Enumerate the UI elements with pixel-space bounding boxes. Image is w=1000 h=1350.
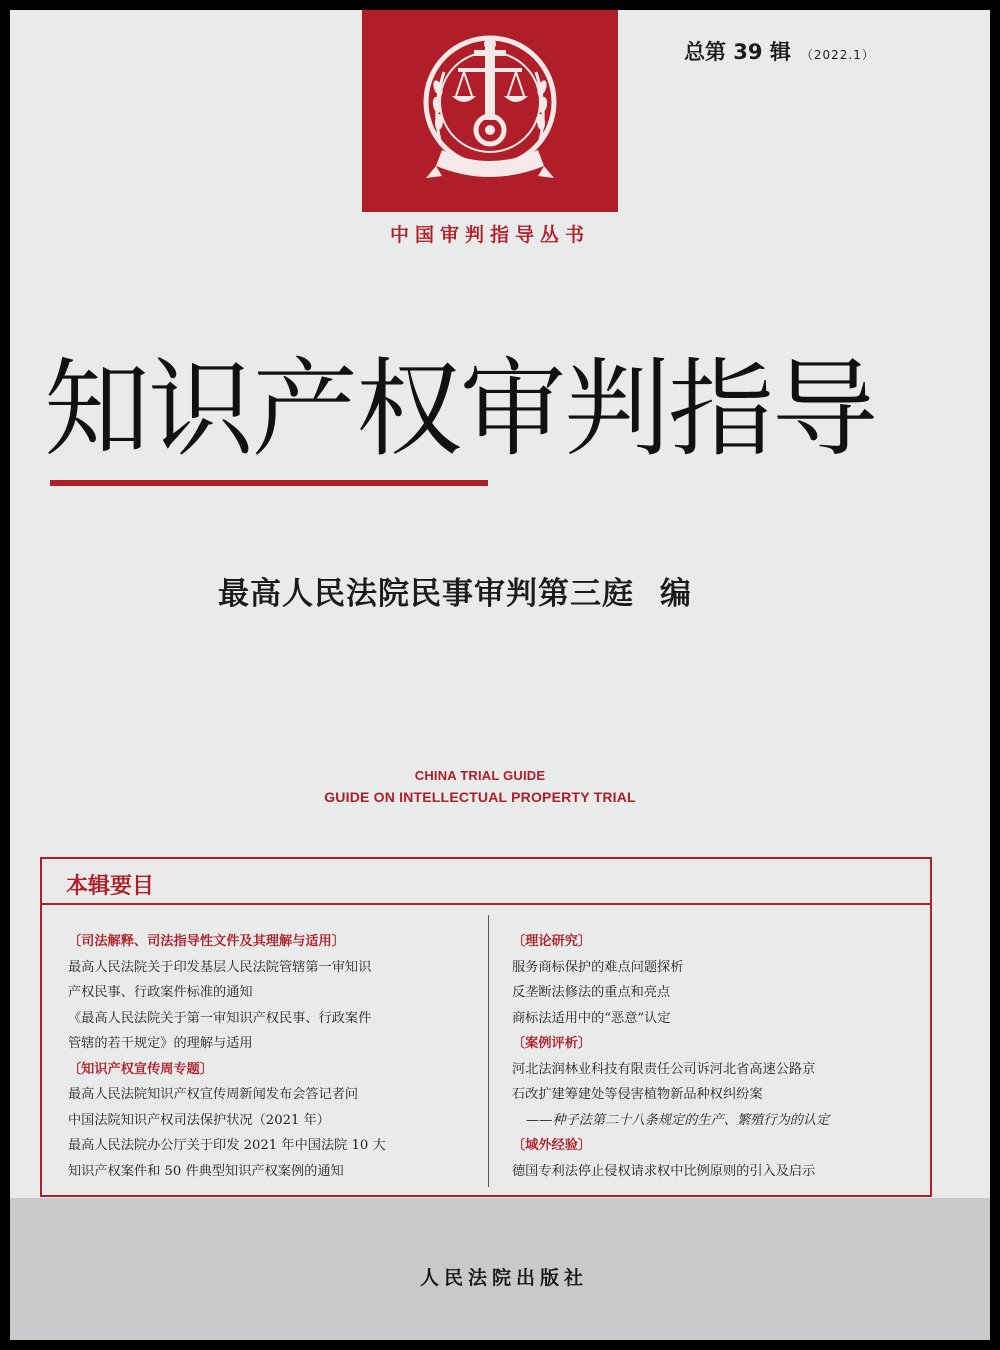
english-title-line-1: CHINA TRIAL GUIDE [414,768,546,783]
court-emblem-icon [362,10,618,212]
issue-date: （2022.1） [800,48,875,62]
issue-label: 总第 39 辑 [684,40,791,64]
column-divider [488,915,489,1187]
contents-section-heading: 〔知识产权宣传周专题〕 [68,1061,214,1077]
english-title-line-2: GUIDE ON INTELLECTUAL PROPERTY TRIAL [324,789,636,805]
contents-entry: 商标法适用中的“恶意”认定 [512,1010,671,1026]
book-cover [10,10,990,1340]
contents-section-heading: 〔案例评析〕 [512,1036,592,1051]
contents-entry: 最高人民法院关于印发基层人民法院管辖第一审知识 [68,959,372,975]
contents-entry: 知识产权案件和 50 件典型知识产权案例的通知 [68,1163,344,1179]
contents-entry: ——种子法第二十八条规定的生产、繁殖行为的认定 [526,1112,830,1128]
issue-number [684,36,875,66]
book-title: 知识产权审判指导 [44,348,876,471]
title-underline [50,480,488,486]
contents-box [40,857,932,1197]
contents-entry: 《最高人民法院关于第一审知识产权民事、行政案件 [68,1010,372,1026]
editor-line [218,568,692,613]
english-title [10,768,990,805]
contents-right-column [512,929,829,1184]
contents-entry: 管辖的若干规定》的理解与适用 [68,1036,253,1051]
contents-entry: 产权民事、行政案件标准的通知 [68,985,253,1000]
contents-section-heading: 〔司法解释、司法指导性文件及其理解与适用〕 [68,934,345,949]
series-name: 中国审判指导丛书 [389,224,590,246]
contents-section-heading: 〔理论研究〕 [512,934,592,949]
contents-entry: 中国法院知识产权司法保护状况（2021 年） [68,1112,330,1128]
contents-entry: 最高人民法院办公厅关于印发 2021 年中国法院 10 大 [68,1138,386,1153]
editor-name: 最高人民法院民事审判第三庭 [218,576,634,612]
contents-header [42,859,930,905]
contents-left-column [68,929,386,1184]
contents-entry: 最高人民法院知识产权宣传周新闻发布会答记者问 [68,1087,359,1102]
contents-entry: 石改扩建筹建处等侵害植物新品种权纠纷案 [512,1087,763,1102]
contents-entry: 反垄断法修法的重点和亮点 [512,985,671,1000]
contents-entry: 服务商标保护的难点问题探析 [512,959,684,975]
contents-heading: 本辑要目 [66,874,155,899]
emblem-panel [362,10,618,212]
contents-section-heading: 〔域外经验〕 [512,1138,592,1153]
contents-entry: 河北法润林业科技有限责任公司诉河北省高速公路京 [512,1061,816,1077]
contents-entry: 德国专利法停止侵权请求权中比例原则的引入及启示 [512,1163,816,1179]
publisher: 人民法院出版社 [419,1267,588,1289]
editor-suffix: 编 [660,576,692,612]
